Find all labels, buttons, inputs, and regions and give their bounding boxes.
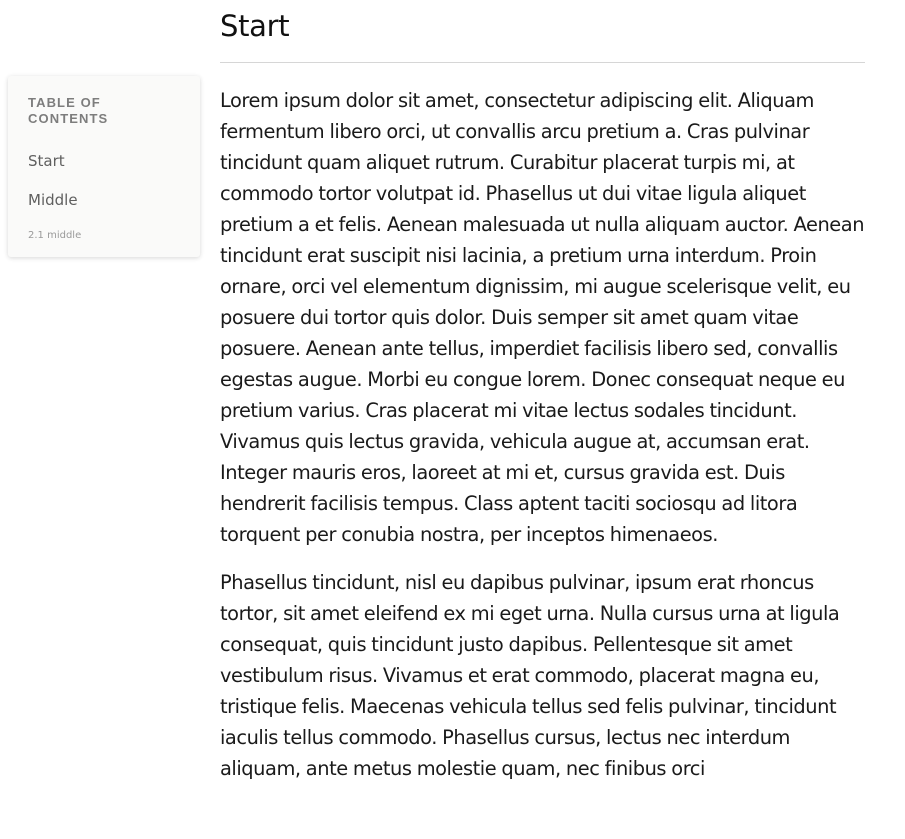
toc-heading: TABLE OF CONTENTS [28, 95, 109, 126]
main-content [220, 0, 865, 784]
page-title: Start [220, 9, 290, 43]
paragraph: Lorem ipsum dolor sit amet, consectetur adipiscing elit. Aliquam fermentum libero orci, ut convallis arcu pretium a. Cras pulvinar tincidunt quam aliquet rutrum. Curabitur placerat turpis mi, at commodo tortor volutpat id. Phasellus ut dui vitae ligula aliquet pretium a et felis. Aenean malesuada ut nulla aliquam auctor. Aenean tincidunt erat suscipit nisi lacinia, a pretium urna interdum. Proin ornare, orci vel elementum dignissim, mi augue scelerisque velit, eu posuere dui tortor quis dolor. Duis semper sit amet quam vitae posuere. Aenean ante tellus, imperdiet facilisis libero sed, convallis egestas augue. Morbi eu congue lorem. Donec consequat neque eu pretium varius. Cras placerat mi vitae lectus sodales tincidunt. Vivamus quis lectus gravida, vehicula augue at, accumsan erat. Integer mauris eros, laoreet at mi et, cursus gravida est. Duis hendrerit facilisis tempus. Class aptent taciti sociosqu ad litora torquent per conubia nostra, per inceptos himenaeos. [220, 89, 865, 546]
title-divider [220, 62, 865, 63]
paragraph: Phasellus tincidunt, nisl eu dapibus pulvinar, ipsum erat rhoncus tortor, sit amet eleifend ex mi eget urna. Nulla cursus urna at ligula consequat, quis tincidunt justo dapibus. Pellentesque sit amet vestibulum risus. Vivamus et erat commodo, placerat magna eu, tristique felis. Maecenas vehicula tellus sed felis pulvinar, tincidunt iaculis tellus commodo. Phasellus cursus, lectus nec interdum aliquam, ante metus molestie quam, nec finibus orci [220, 571, 840, 780]
toc-link-2-1-middle[interactable]: 2.1 middle [28, 230, 82, 241]
toc-link-middle[interactable]: Middle [28, 191, 78, 209]
toc-link-start[interactable]: Start [28, 152, 65, 170]
table-of-contents [8, 76, 200, 257]
